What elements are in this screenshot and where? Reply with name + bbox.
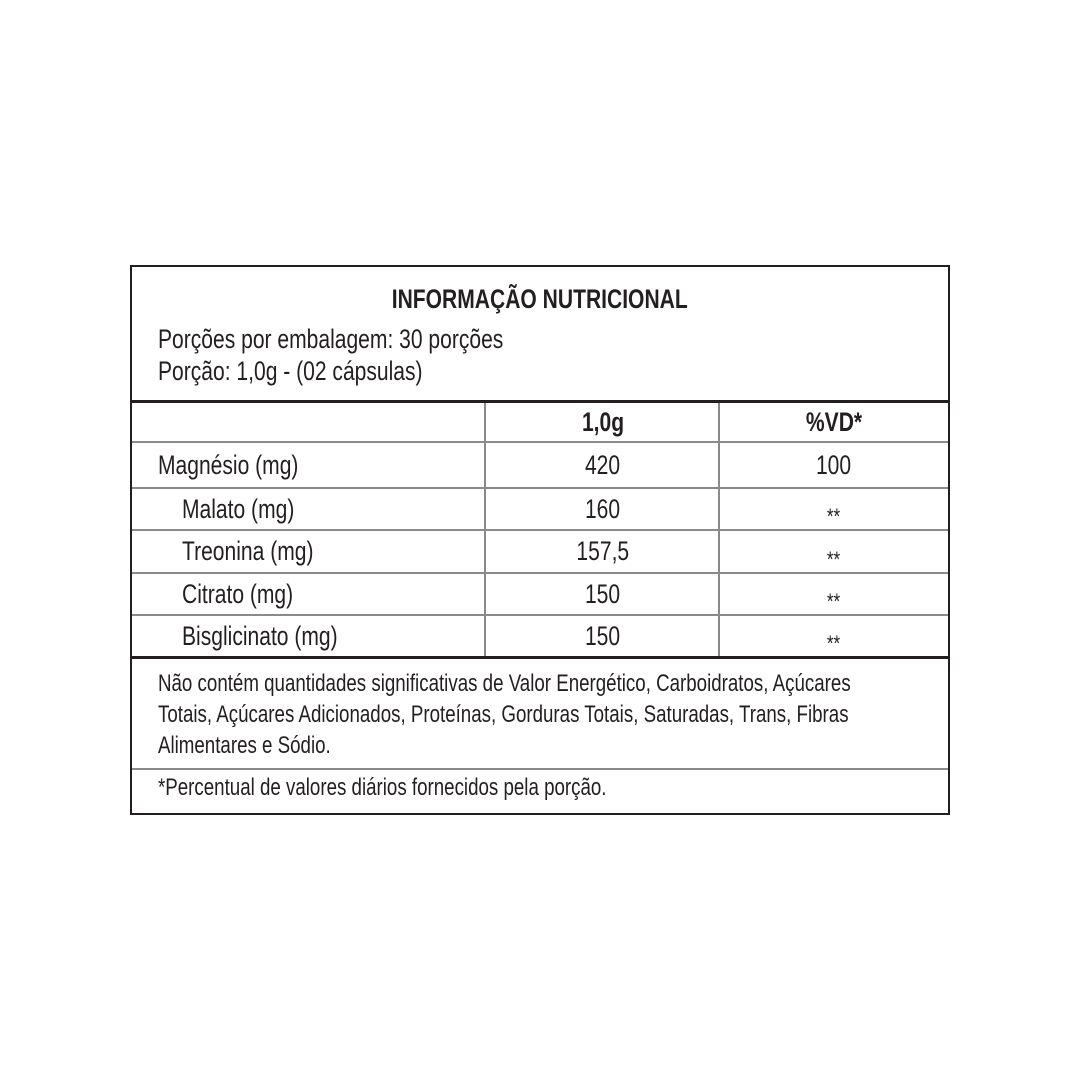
nutrient-amount: 160	[585, 493, 621, 524]
nutrient-dv: **	[827, 546, 841, 572]
column-header-amount: 1,0g	[581, 406, 625, 437]
nutrient-amount: 150	[585, 620, 621, 651]
nutrient-dv: **	[827, 631, 841, 656]
table-title	[132, 284, 948, 315]
nutrient-dv: **	[827, 589, 841, 614]
not-significant-note	[158, 668, 938, 761]
table-row	[132, 531, 948, 572]
table-row	[132, 489, 948, 529]
note-line: Alimentares e Sódio.	[158, 732, 331, 759]
nutrient-name: Magnésio (mg)	[158, 449, 299, 480]
table-header	[132, 267, 948, 400]
nutrient-name: Treonina (mg)	[182, 536, 314, 566]
nutrient-name: Malato (mg)	[182, 493, 295, 524]
footnote-divider	[132, 768, 948, 770]
nutrient-amount: 157,5	[576, 536, 630, 566]
note-line: Totais, Açúcares Adicionados, Proteínas, Gorduras Totais, Saturadas, Trans, Fibras	[158, 701, 849, 728]
nutrient-amount: 420	[585, 449, 621, 480]
table-bottom-divider	[132, 656, 948, 659]
footnote	[158, 774, 733, 802]
column-header-row	[132, 403, 948, 441]
title-text: INFORMAÇÃO NUTRICIONAL	[392, 284, 688, 314]
servings-text: Porções por embalagem: 30 porções	[158, 324, 504, 354]
nutrient-dv: **	[827, 504, 841, 529]
table-row	[132, 443, 948, 487]
nutrient-name: Citrato (mg)	[182, 578, 294, 609]
column-header-dv: %VD*	[805, 406, 863, 437]
note-line: Não contém quantidades significativas de Valor Energético, Carboidratos, Açúcares	[158, 670, 851, 697]
nutrient-name: Bisglicinato (mg)	[182, 620, 338, 651]
nutrient-amount: 150	[585, 578, 621, 609]
nutrient-dv: 100	[816, 449, 852, 480]
nutrition-facts-table	[130, 265, 950, 815]
table-row	[132, 574, 948, 614]
footnote-text: *Percentual de valores diários fornecidos pela porção.	[158, 774, 607, 801]
table-row	[132, 616, 948, 656]
serving-size	[158, 356, 497, 387]
servings-per-package	[158, 324, 601, 355]
serving-size-text: Porção: 1,0g - (02 cápsulas)	[158, 356, 423, 386]
